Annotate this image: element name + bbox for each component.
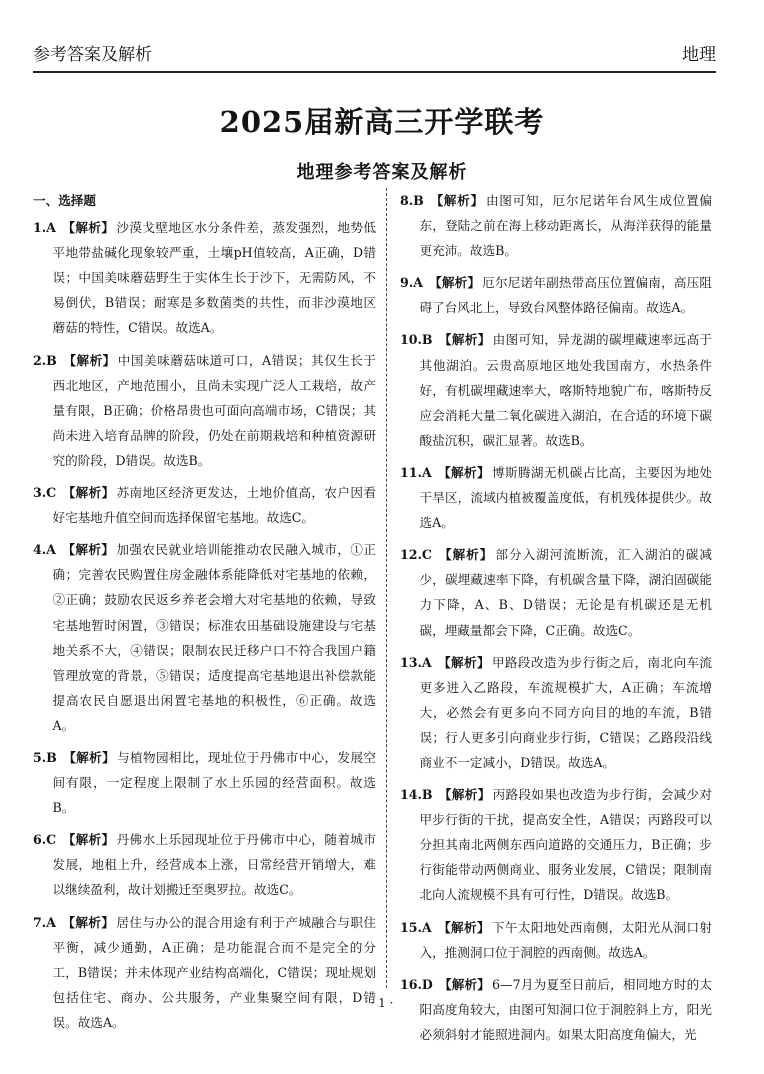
answer-choice: C — [421, 547, 432, 563]
answer-choice: A — [421, 919, 432, 935]
analysis-text: 加强农民就业培训能推动农民融入城市，①正确；完善农民购置住房金融体系能降低对宅基地的依赖，②正确；鼓励农民返乡养老会增大对宅基地的依赖，导致宅基地暂时闲置，③错误；标准农田基础设施建设与宅基地关系不大，④错误；限制农民迁移户口不符合我国户籍管理放宽的背景，⑤错误；适度提高宅基地退出补偿款能提高农民自愿退出闲置宅基地的积极性，⑥正确。故选A。 — [52, 542, 377, 733]
answer-item — [33, 910, 376, 1035]
analysis-tag: 【解析】 — [429, 275, 481, 291]
answer-number: 8. — [400, 193, 414, 208]
answer-number: 7. — [33, 914, 47, 930]
analysis-tag: 【解析】 — [438, 547, 494, 563]
section-title: 一、选择题 — [33, 193, 96, 208]
answer-item — [400, 915, 712, 965]
page-number: · 1 · — [370, 996, 394, 1010]
analysis-tag: 【解析】 — [439, 976, 491, 992]
analysis-text: 苏南地区经济更发达，土地价值高，农户因看好宅基地升值空间而选择保留宅基地。故选C。 — [52, 485, 376, 526]
analysis-text: 由图可知，厄尔尼诺年台风生成位置偏东，登陆之前在海上移动距离长，从海洋获得的能量更充沛。故选B。 — [419, 193, 713, 259]
answer-item — [33, 348, 376, 473]
answer-item — [400, 782, 712, 907]
answer-item — [33, 537, 376, 738]
answer-number: 16. — [400, 976, 422, 992]
answer-choice: D — [421, 976, 433, 992]
analysis-tag: 【解析】 — [430, 193, 484, 208]
page-header — [33, 40, 716, 68]
answer-number: 12. — [400, 547, 422, 563]
analysis-tag: 【解析】 — [62, 220, 115, 236]
answer-number: 6. — [33, 832, 47, 848]
answer-number: 2. — [33, 352, 47, 368]
header-subject-label: 地理 — [682, 45, 716, 65]
answer-number: 14. — [400, 787, 422, 803]
right-column — [400, 188, 712, 1054]
analysis-tag: 【解析】 — [438, 654, 490, 670]
analysis-tag: 【解析】 — [438, 464, 490, 480]
answer-number: 15. — [400, 919, 422, 935]
answer-item — [400, 650, 712, 775]
answer-choice: C — [46, 485, 57, 501]
left-column — [33, 188, 376, 1042]
answer-number: 11. — [400, 464, 422, 480]
answer-item — [400, 460, 712, 535]
analysis-tag: 【解析】 — [438, 332, 491, 348]
answer-item — [400, 270, 712, 320]
answer-number: 9. — [400, 275, 414, 291]
analysis-text: 下午太阳地处西南侧，太阳光从洞口射入，推测洞口位于洞腔的西南侧。故选A。 — [419, 919, 713, 960]
analysis-text: 与植物园相比，现址位于丹佛市中心，发展空间有限，一定程度上限制了水上乐园的经营面积。故选B。 — [52, 749, 377, 816]
answer-number: 4. — [33, 542, 47, 558]
header-rule — [33, 71, 716, 73]
answer-number: 1. — [33, 220, 47, 236]
answer-choice: A — [46, 542, 56, 558]
answer-choice: B — [46, 352, 57, 368]
page-title: 2025届新高三开学联考 — [219, 105, 545, 139]
answer-choice: A — [421, 654, 432, 670]
page-subtitle: 地理参考答案及解析 — [296, 162, 468, 183]
analysis-tag: 【解析】 — [438, 919, 490, 935]
answer-item — [33, 215, 376, 340]
analysis-tag: 【解析】 — [62, 914, 115, 930]
analysis-text: 丹佛水上乐园现址位于丹佛市中心，随着城市发展，地租上升，经营成本上涨，日常经营开销增大，难以继续盈利，故计划搬迁至奥罗拉。故选C。 — [52, 832, 376, 898]
analysis-tag: 【解析】 — [62, 832, 115, 848]
analysis-text: 厄尔尼诺年副热带高压位置偏南，高压阻碍了台风北上，导致台风整体路径偏南。故选A。 — [419, 275, 713, 316]
answer-number: 13. — [400, 654, 422, 670]
answer-choice: B — [46, 749, 57, 765]
analysis-tag: 【解析】 — [62, 542, 115, 558]
analysis-tag: 【解析】 — [63, 749, 116, 765]
answer-choice: A — [46, 220, 56, 236]
answer-choice: A — [413, 275, 423, 291]
answer-choice: A — [46, 914, 56, 930]
header-left-label: 参考答案及解析 — [33, 45, 152, 65]
answer-choice: B — [413, 193, 424, 208]
analysis-text: 6—7月为夏至日前后，相同地方时的太阳高度角较大，由图可知洞口位于洞腔斜上方，阳光必须斜射才能照进洞内。如果太阳高度角偏大，光 — [419, 976, 712, 1042]
answer-item — [400, 188, 712, 263]
analysis-tag: 【解析】 — [438, 787, 491, 803]
answer-item — [33, 480, 376, 530]
answer-choice: C — [46, 832, 57, 848]
analysis-text: 甲路段改造为步行街之后，南北向车流更多进入乙路段，车流规模扩大，A正确；车流增大，必然会有更多向不同方向目的地的车流，B错误；行人更多引向商业步行街，C错误；乙路段沿线商业不一定减小，D错误。故选A。 — [419, 654, 713, 770]
analysis-text: 中国美味蘑菇味道可口，A错误；其仅生长于西北地区，产地范围小，且尚未实现广泛人工栽培，故产量有限，B正确；价格昂贵也可面向高端市场，C错误；其尚未进入培育品牌的阶段，仍处在前期栽培和种植资源研究的阶段，D错误。故选B。 — [52, 352, 376, 468]
answer-item — [33, 827, 376, 902]
analysis-tag: 【解析】 — [62, 485, 115, 501]
analysis-text: 博斯腾湖无机碳占比高，主要因为地处干旱区，流域内植被覆盖度低，有机残体提供少。故选A。 — [419, 464, 713, 531]
answer-choice: A — [421, 464, 432, 480]
analysis-tag: 【解析】 — [63, 352, 116, 368]
analysis-text: 居住与办公的混合用途有利于产城融合与职住平衡，减少通勤，A正确；是功能混合而不是完全的分工，B错误；并未体现产业结构高端化，C错误；现址规划包括住宅、商办、公共服务，产业集聚空间有限，D错误。故选A。 — [52, 914, 377, 1030]
answer-item — [400, 542, 712, 642]
analysis-text: 沙漠戈壁地区水分条件差，蒸发强烈，地势低平地带盐碱化现象较严重，土壤pH值较高，A正确，D错误；中国美味蘑菇野生于实体生长于沙下，无需防风，不易倒伏，B错误；耐寒是多数菌类的共性，而非沙漠地区蘑菇的特性，C错误。故选A。 — [52, 220, 377, 336]
answer-item — [33, 745, 376, 820]
column-divider — [386, 188, 387, 988]
answer-item — [400, 327, 712, 452]
answer-choice: B — [421, 787, 433, 803]
answer-number: 3. — [33, 485, 47, 501]
analysis-text: 由图可知，异龙湖的碳埋藏速率远高于其他湖泊。云贵高原地区地处我国南方，水热条件好，有机碳埋藏速率大，喀斯特地貌广布，喀斯特反应会消耗大量二氧化碳进入湖泊，在合适的环境下碳酸盐沉积，碳汇显著。故选B。 — [419, 332, 713, 448]
answer-number: 5. — [33, 749, 47, 765]
answer-choice: B — [421, 332, 433, 348]
analysis-text: 部分入湖河流断流，汇入湖泊的碳减少，碳埋藏速率下降，有机碳含量下降，湖泊固碳能力下降，A、B、D错误；无论是有机碳还是无机碳，埋藏量都会下降，C正确。故选C。 — [419, 547, 712, 638]
analysis-text: 丙路段如果也改造为步行街，会减少对甲步行街的干扰，提高安全性，A错误；丙路段可以分担其南北两侧东西向道路的交通压力，B正确；步行街能带动两侧商业、服务业发展，C错误；限制南北向人流规模不具有可行性，D错误。故选B。 — [419, 787, 713, 903]
answer-number: 10. — [400, 332, 422, 348]
